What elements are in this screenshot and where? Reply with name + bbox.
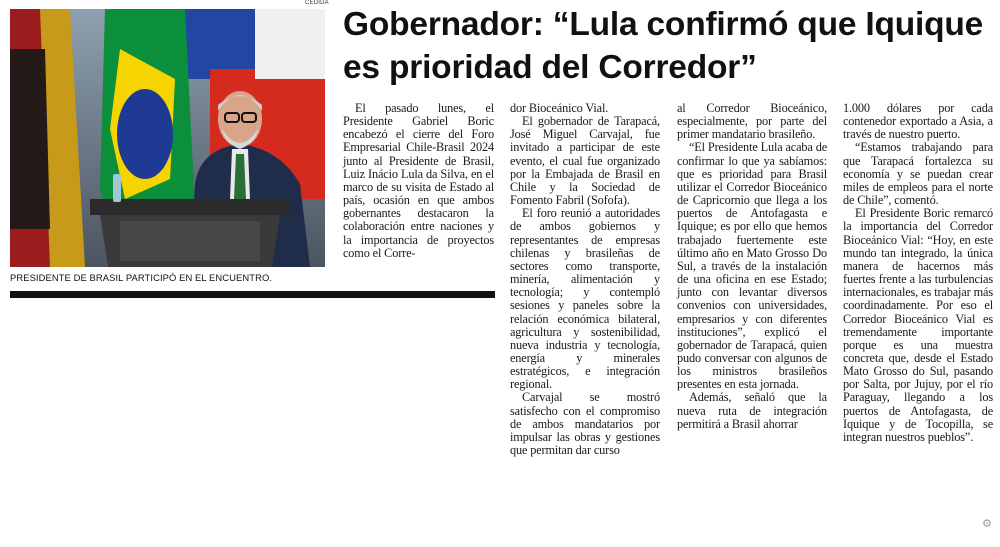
photo-credit: CEDIDA [305,0,329,6]
paragraph: El pasado lunes, el Presidente Gabriel Boric encabezó el cierre del Foro Empresarial Chile-Brasil 2024 junto al Presidente de Brasil, Luiz Inácio Lula da Silva, en el marco de su visita de Estado al país, ocasión en que ambos gobernantes destacaron la colaboración entre naciones y la importancia de proyectos como el Corre- [343,101,494,260]
caption-rule [10,291,495,298]
news-photo [10,9,325,267]
column-3 [677,102,827,431]
paragraph: El Presidente Boric remarcó la importancia del Corredor Bioceánico Vial: “Hoy, en este mundo tan integrado, la única manera de hacernos más fuertes frente a las turbulencias internacionales, es trabajar más coordinadamente. Por eso el Corredor Bioceánico Vial es tremendamente importante porque es una muestra concreta que, desde el Estado Mato Grosso do Sul, pasando por Salta, por Jujuy, por el río Paraguay, llegando a los puertos de Antofagasta, de Iquique y de Tocopilla, se integran nuestros pueblos”. [843,206,993,444]
paragraph: “El Presidente Lula acaba de confirmar lo que ya sabíamos: que es prioridad para Brasil utilizar el Corredor Bioceánico de Capricornio que llega a los puertos de Antofagasta e Iquique; es por ello que hemos trabajado fuertemente este último año en Mato Grosso Do Sul, a través de la instalación de una oficina en ese Estado; junto con levantar diversos convenios con universidades, empresarios y con diferentes instituciones”, explicó el gobernador de Tarapacá, quien pudo conversar con algunos de los ministros brasileños presentes en esta jornada. [677,140,827,392]
photo-caption: PRESIDENTE DE BRASIL PARTICIPÓ EN EL ENCUENTRO. [10,272,273,283]
paragraph: al Corredor Bioceánico, especialmente, por parte del primer mandatario brasileño. [677,101,827,142]
paragraph: El foro reunió a autoridades de ambos gobiernos y representantes de empresas chilenas y brasileñas de sectores como transporte, minería, alimentación y tecnología; y contempló sesiones y paneles sobre la relación económica bilateral, agricultura y sostenibilidad, nueva industria y tecnología, energía y minerales estratégicos, e integración regional. [510,206,660,392]
paragraph: Carvajal se mostró satisfecho con el compromiso de ambos mandatarios por impulsar las obras y gestiones que permitan dar curso [510,390,660,458]
column-2 [510,102,660,457]
paragraph: dor Bioceánico Vial. [510,101,609,115]
paragraph: Además, señaló que la nueva ruta de integración permitirá a Brasil ahorrar [677,390,827,431]
gear-icon: ⚙ [982,517,992,530]
headline: Gobernador: “Lula confirmó que Iquique es prioridad del Corredor” [343,6,984,86]
paragraph: El gobernador de Tarapacá, José Miguel Carvajal, fue invitado a participar de este evento, el cual fue organizado por la Embajada de Brasil en Chile y la Sociedad de Fomento Fabril (Sofofa). [510,114,660,208]
paragraph: “Estamos trabajando para que Tarapacá fortalezca su economía y se puedan crear miles de empleos para el norte de Chile”, comentó. [843,140,993,208]
column-1 [343,102,494,260]
column-4 [843,102,993,444]
photo-illustration [10,9,325,267]
paragraph: 1.000 dólares por cada contenedor exportado a Asia, a través de nuestro puerto. [843,101,993,142]
